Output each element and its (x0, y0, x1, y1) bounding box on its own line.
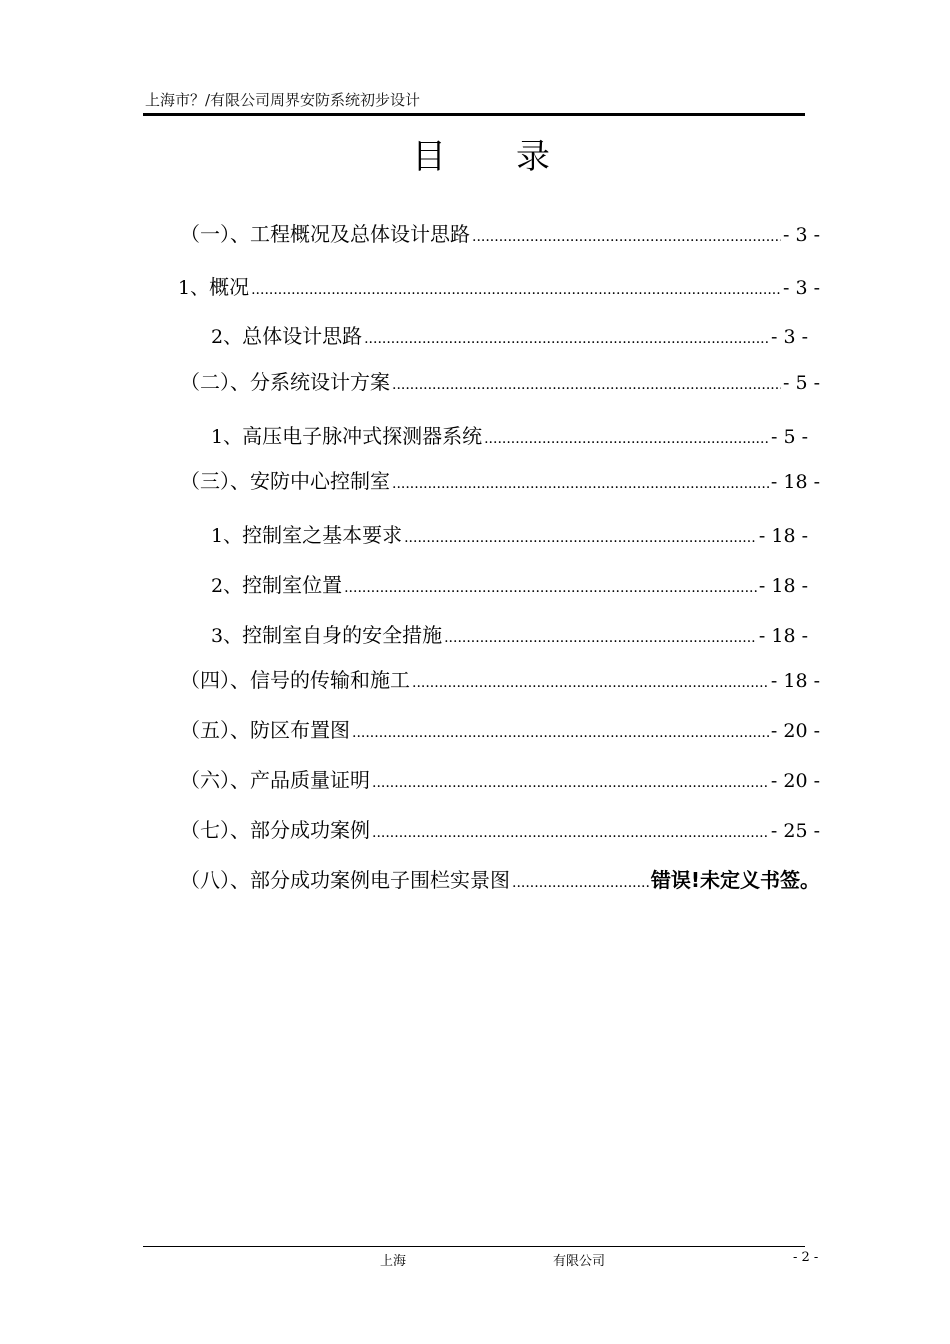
running-header: 上海市？/有限公司周界安防系统初步设计 (145, 91, 421, 109)
toc-entry[interactable] (180, 815, 820, 845)
toc-number: （六）、 (180, 768, 250, 792)
toc-page-number: - 3 - (782, 224, 820, 246)
toc-label: 总体设计思路 (242, 324, 363, 348)
toc-leader (392, 469, 769, 496)
toc-number: （三）、 (180, 469, 250, 493)
toc-number: 2、 (211, 326, 243, 348)
toc-label: 部分成功案例 (250, 818, 370, 842)
toc-label: 控制室位置 (242, 573, 343, 597)
toc-page-number: - 5 - (770, 426, 808, 448)
toc-page-number: - 18 - (758, 625, 808, 647)
page-title (0, 137, 950, 177)
toc-page-number: - 5 - (782, 372, 820, 394)
toc-leader (372, 768, 769, 795)
toc-number: （四）、 (180, 668, 250, 692)
toc-leader (364, 324, 769, 351)
toc-page-number: - 18 - (770, 670, 820, 692)
toc-page-error: 错误!未定义书签。 (650, 868, 820, 892)
toc-entry[interactable] (180, 219, 820, 249)
toc-leader (484, 424, 769, 451)
toc-label: 产品质量证明 (250, 768, 370, 792)
toc-leader (344, 573, 757, 600)
toc-entry[interactable] (180, 367, 820, 397)
toc-number: （五）、 (180, 718, 250, 742)
toc-label: 控制室自身的安全措施 (242, 623, 443, 647)
toc-number: （一）、 (180, 222, 250, 246)
toc-entry[interactable] (211, 620, 808, 650)
toc-entry[interactable] (180, 765, 820, 795)
toc-entry[interactable] (180, 466, 820, 496)
footer-page-number: - 2 - (793, 1250, 819, 1265)
toc-leader (472, 222, 781, 249)
toc-number: 1、 (178, 277, 210, 299)
footer-divider (143, 1246, 805, 1247)
toc-entry[interactable] (180, 665, 820, 695)
toc-label: 高压电子脉冲式探测器系统 (242, 424, 483, 448)
toc-number: 1、 (211, 525, 243, 547)
toc-entry[interactable] (180, 715, 820, 745)
toc-page-number: - 20 - (770, 720, 820, 742)
toc-number: 3、 (211, 625, 243, 647)
toc-number: 1、 (211, 426, 243, 448)
toc-label: 概况 (209, 275, 250, 299)
toc-number: （七）、 (180, 818, 250, 842)
toc-label: 安防中心控制室 (250, 469, 390, 493)
toc-label: 部分成功案例电子围栏实景图 (250, 868, 510, 892)
toc-entry[interactable] (211, 520, 808, 550)
toc-page-number: - 18 - (770, 471, 820, 493)
footer-company-city: 上海 (380, 1254, 407, 1269)
title-char-1: 目 (412, 137, 446, 177)
toc-entry[interactable] (211, 570, 808, 600)
toc-label: 分系统设计方案 (250, 370, 390, 394)
toc-leader (444, 623, 757, 650)
toc-label: 防区布置图 (250, 718, 350, 742)
toc-leader (251, 275, 781, 302)
footer-company-name: 有限公司 (553, 1254, 606, 1269)
toc-leader (392, 370, 781, 397)
toc-number: （二）、 (180, 370, 250, 394)
toc-leader (412, 668, 769, 695)
toc-number: （八）、 (180, 868, 250, 892)
toc-leader (404, 523, 757, 550)
toc-entry[interactable] (180, 865, 820, 895)
toc-page-number: - 18 - (758, 525, 808, 547)
toc-label: 控制室之基本要求 (242, 523, 403, 547)
header-divider (143, 113, 805, 116)
toc-entry[interactable] (211, 321, 808, 351)
toc-label: 工程概况及总体设计思路 (250, 222, 470, 246)
toc-number: 2、 (211, 575, 243, 597)
toc-page-number: - 20 - (770, 770, 820, 792)
toc-leader (512, 868, 649, 895)
toc-entry[interactable] (211, 421, 808, 451)
title-char-2: 录 (516, 137, 550, 177)
toc-page-number: - 3 - (770, 326, 808, 348)
toc-page-number: - 3 - (782, 277, 820, 299)
toc-entry[interactable] (178, 272, 820, 302)
toc-leader (372, 818, 769, 845)
toc-page-number: - 18 - (758, 575, 808, 597)
toc-label: 信号的传输和施工 (250, 668, 410, 692)
toc-page-number: - 25 - (770, 820, 820, 842)
toc-leader (352, 718, 769, 745)
